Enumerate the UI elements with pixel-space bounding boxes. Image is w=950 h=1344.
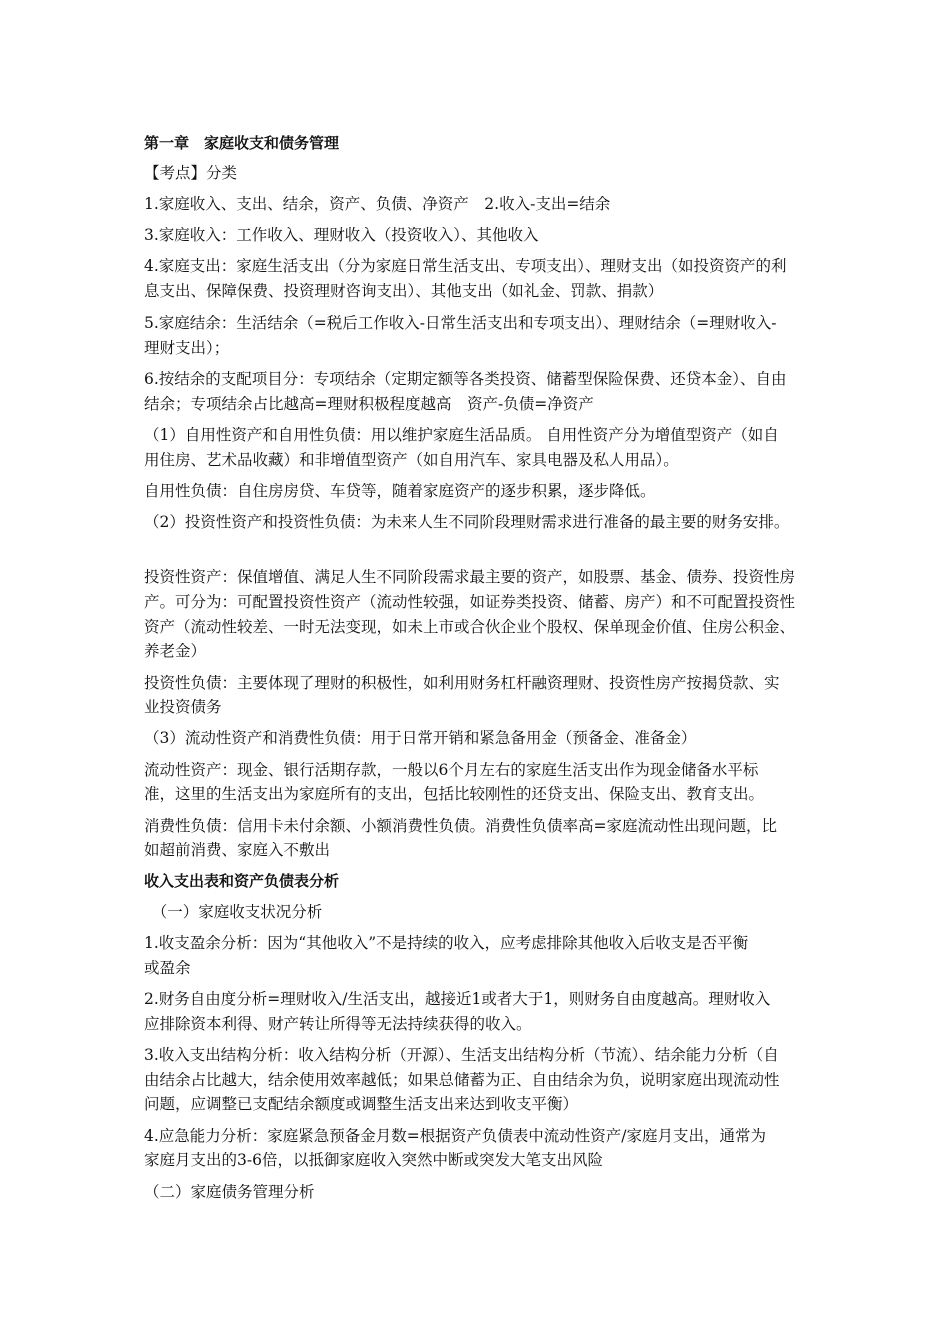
text-line: 理财支出）； (144, 339, 230, 357)
text-line: 结余；专项结余占比越高=理财积极程度越高 资产-负债=净资产 (144, 395, 594, 413)
text-line: 自用性负债：自住房房贷、车贷等，随着家庭资产的逐步积累，逐步降低。 (144, 482, 656, 500)
text-line: （2）投资性资产和投资性负债：为未来人生不同阶段理财需求进行准备的最主要的财务安排。 (144, 513, 790, 531)
text-line: 准，这里的生活支出为家庭所有的支出，包括比较刚性的还贷支出、保险支出、教育支出。 (144, 785, 765, 803)
text-line: 问题，应调整已支配结余额度或调整生活支出来达到收支平衡） (144, 1095, 579, 1113)
text-line: 息支出、保障保费、投资理财咨询支出）、其他支出（如礼金、罚款、捐款） (144, 282, 664, 300)
text-line: 消费性负债：信用卡未付余额、小额消费性负债。消费性负债率高=家庭流动性出现问题，比 (144, 817, 777, 835)
text-line: 6.按结余的支配项目分：专项结余（定期定额等各类投资、储蓄型保险保费、还贷本金）、自由 (144, 370, 787, 388)
text-line: （1）自用性资产和自用性负债：用以维护家庭生活品质。 自用性资产分为增值型资产（如自 (144, 426, 779, 444)
text-line: 养老金） (144, 642, 207, 660)
chapter-title: 第一章 家庭收支和债务管理 (144, 134, 340, 152)
text-line: 1.家庭收入、支出、结余，资产、负债、净资产 2.收入-支出=结余 (144, 195, 611, 213)
text-line: 产。可分为：可配置投资性资产（流动性较强，如证券类投资、储蓄、房产）和不可配置投资性 (144, 593, 796, 611)
text-line: 5.家庭结余：生活结余（=税后工作收入-日常生活支出和专项支出）、理财结余（=理财收入- (144, 314, 777, 332)
text-line: 应排除资本利得、财产转让所得等无法持续获得的收入。 (144, 1015, 532, 1033)
text-line: 如超前消费、家庭入不敷出 (144, 841, 331, 859)
text-line: 业投资债务 (144, 698, 222, 716)
section-heading: 收入支出表和资产负债表分析 (144, 872, 340, 890)
text-line: 3.家庭收入：工作收入、理财收入（投资收入）、其他收入 (144, 226, 539, 244)
text-line: （二）家庭债务管理分析 (144, 1183, 315, 1201)
text-line: 流动性资产：现金、银行活期存款，一般以6个月左右的家庭生活支出作为现金储备水平标 (144, 761, 759, 779)
text-line: （一）家庭收支状况分析 (144, 903, 323, 921)
text-line: 或盈余 (144, 959, 191, 977)
text-line: 4.家庭支出：家庭生活支出（分为家庭日常生活支出、专项支出）、理财支出（如投资资产的利 (144, 257, 787, 275)
text-line: 【考点】分类 (144, 164, 238, 182)
text-line: （3）流动性资产和消费性负债：用于日常开销和紧急备用金（预备金、准备金） (144, 729, 697, 747)
text-line: 1.收支盈余分析：因为“其他收入”不是持续的收入，应考虑排除其他收入后收支是否平衡 (144, 934, 749, 952)
text-line: 3.收入支出结构分析：收入结构分析（开源）、生活支出结构分析（节流）、结余能力分析（自 (144, 1046, 779, 1064)
text-line: 家庭月支出的3-6倍，以抵御家庭收入突然中断或突发大笔支出风险 (144, 1151, 603, 1169)
text-line: 资产（流动性较差、一时无法变现，如未上市或合伙企业个股权、保单现金价值、住房公积金、 (144, 618, 796, 636)
text-line: 2.财务自由度分析=理财收入/生活支出，越接近1或者大于1，则财务自由度越高。理财收入 (144, 990, 771, 1008)
text-line: 由结余占比越大，结余使用效率越低；如果总储蓄为正、自由结余为负，说明家庭出现流动性 (144, 1071, 780, 1089)
text-line: 投资性资产：保值增值、满足人生不同阶段需求最主要的资产，如股票、基金、债券、投资性房 (144, 568, 796, 586)
text-line: 4.应急能力分析：家庭紧急预备金月数=根据资产负债表中流动性资产/家庭月支出，通常为 (144, 1127, 767, 1145)
text-line: 投资性负债：主要体现了理财的积极性，如利用财务杠杆融资理财、投资性房产按揭贷款、实 (144, 674, 780, 692)
text-line: 用住房、艺术品收藏）和非增值型资产（如自用汽车、家具电器及私人用品）。 (144, 451, 679, 469)
